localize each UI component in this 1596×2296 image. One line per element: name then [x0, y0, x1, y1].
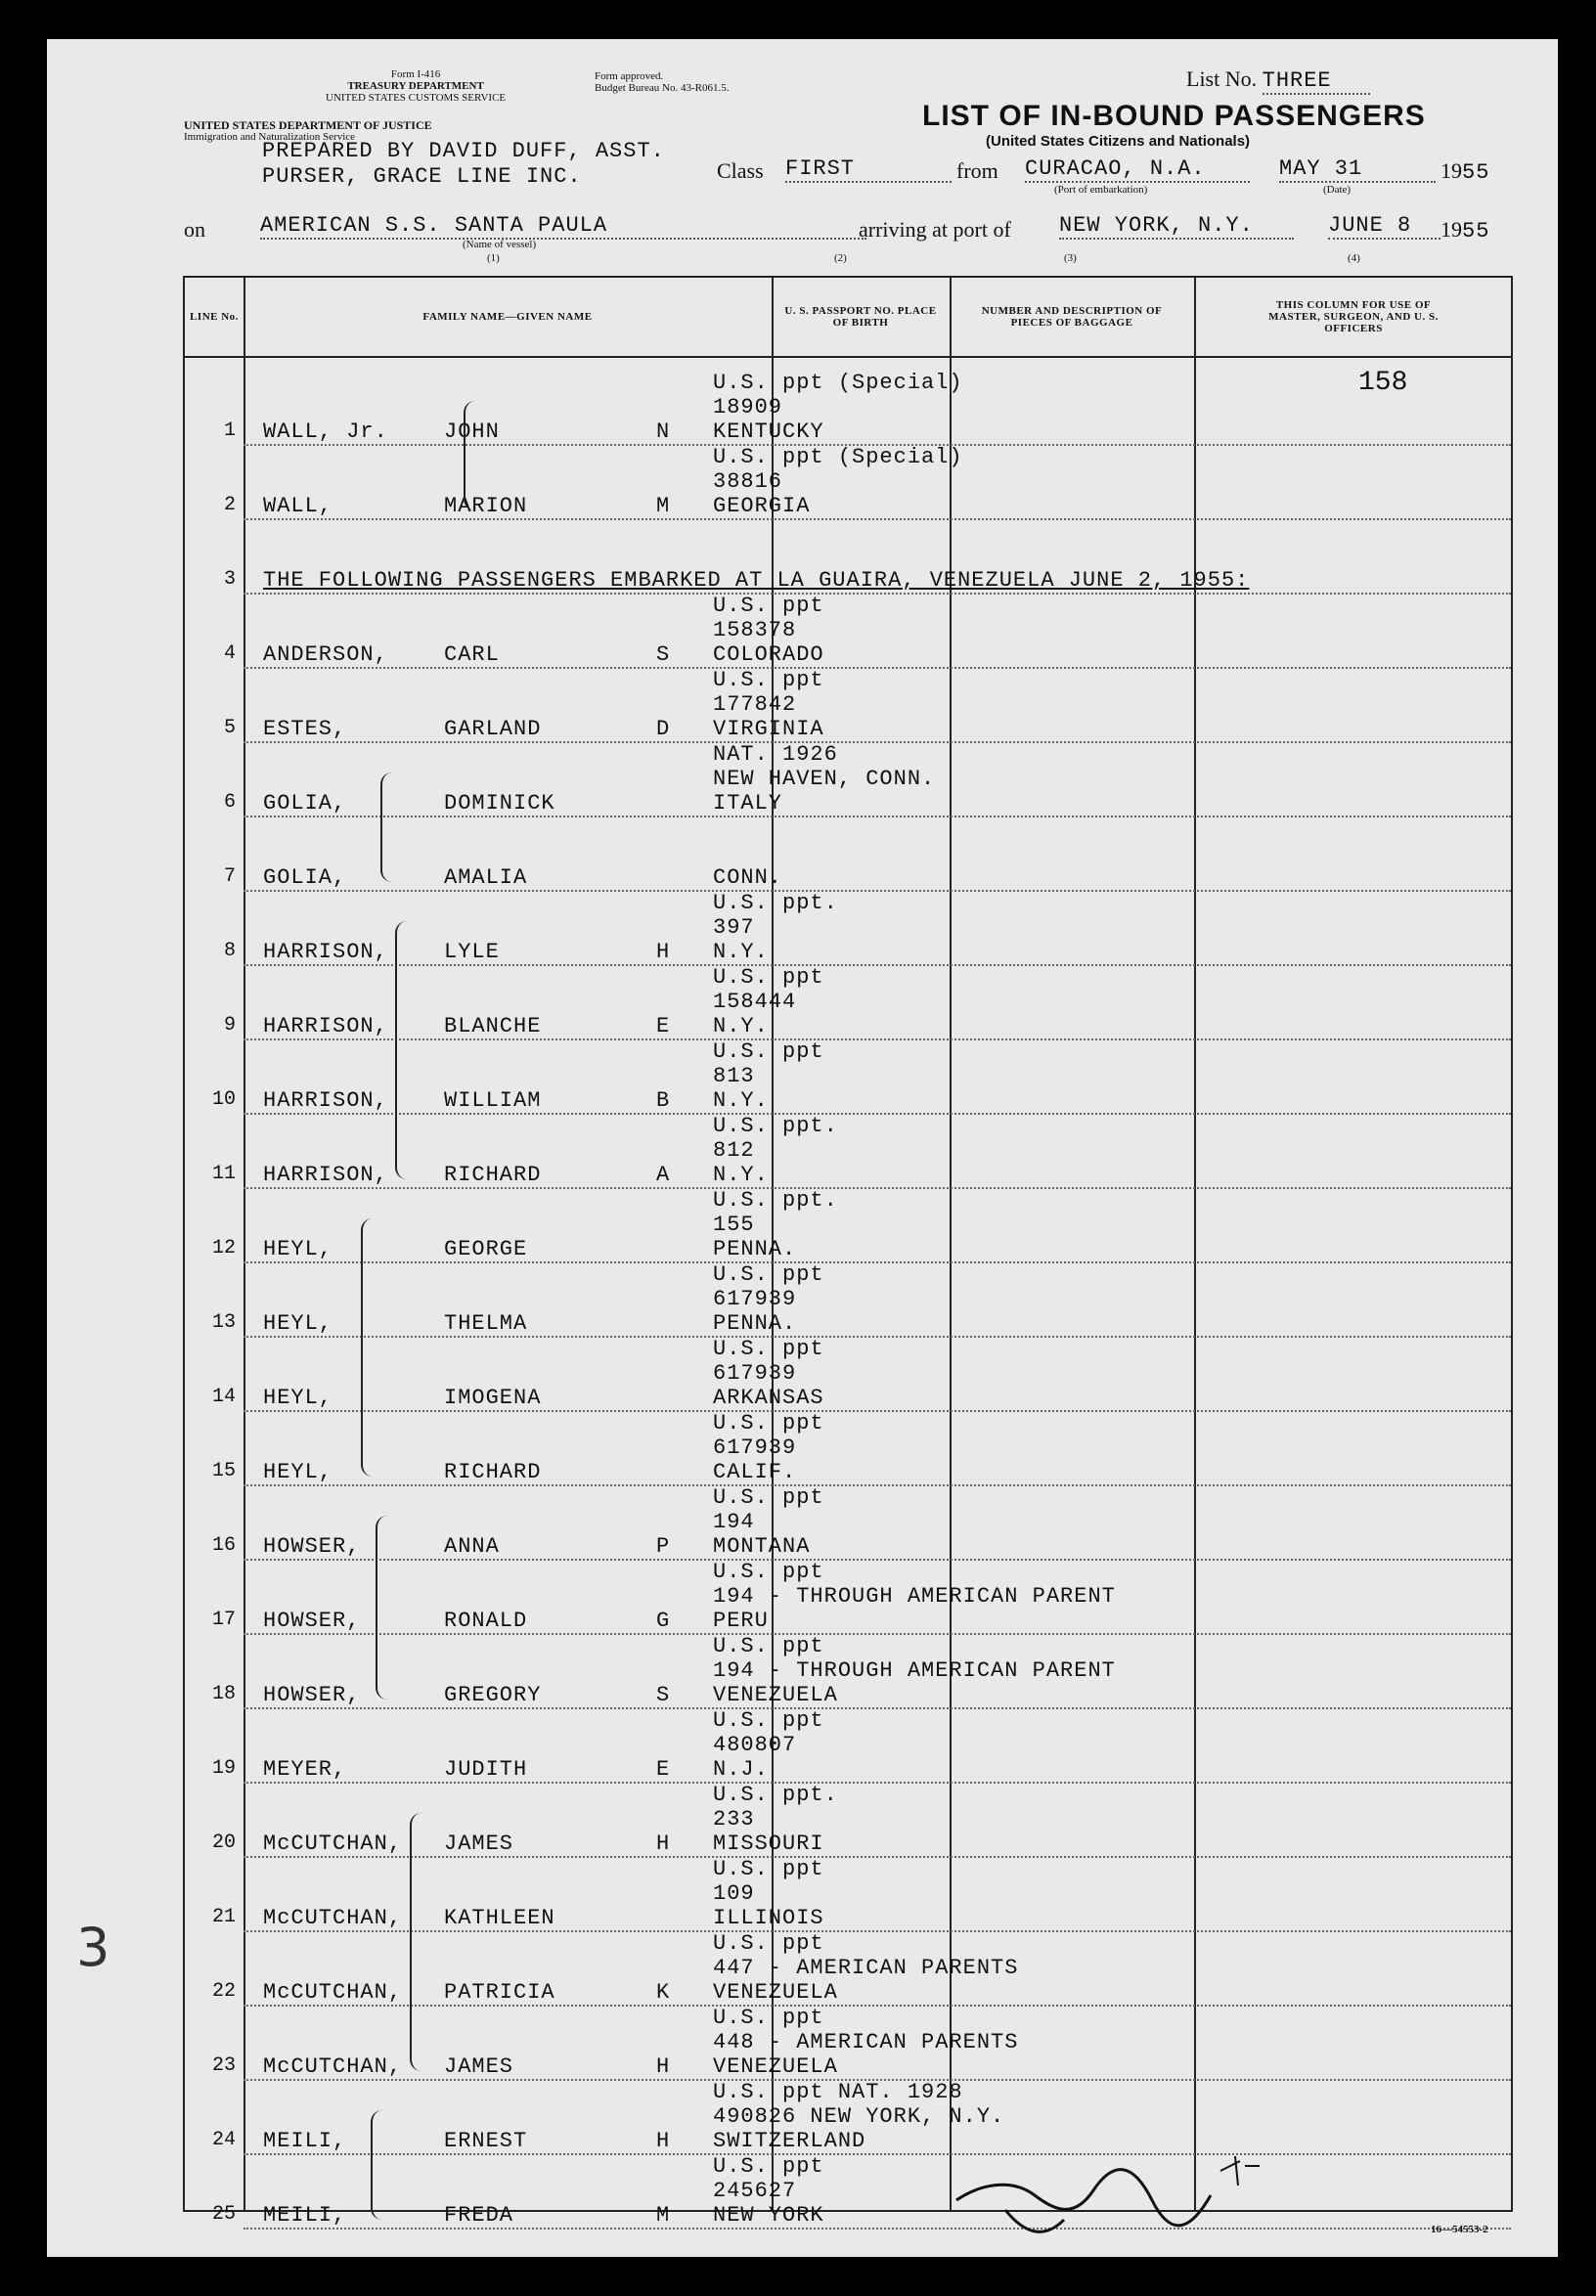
on-label: on — [184, 217, 205, 242]
middle-initial: B — [656, 1088, 671, 1113]
line-number: 25 — [211, 2203, 236, 2226]
family-name: HOWSER, — [263, 1534, 361, 1559]
header-passport: U. S. PASSPORT NO. PLACE OF BIRTH — [784, 305, 937, 329]
middle-initial: S — [656, 642, 671, 667]
passport-line: PENNA. — [713, 1237, 797, 1261]
middle-initial: H — [656, 940, 671, 964]
given-name: RONALD — [444, 1609, 528, 1633]
given-name: DOMINICK — [444, 791, 555, 816]
passport-line: U.S. ppt — [713, 1708, 824, 1733]
passport-line: 617939 — [713, 1435, 797, 1460]
passport-line: 155 — [713, 1213, 755, 1237]
passport-cell — [713, 1931, 1018, 2005]
passport-line: NEW HAVEN, CONN. — [713, 767, 936, 791]
line-number: 9 — [223, 1014, 236, 1037]
family-name: WALL, — [263, 494, 333, 518]
passport-line: KENTUCKY — [713, 419, 824, 444]
line-number: 20 — [211, 1832, 236, 1854]
margin-handwritten-number: 3 — [76, 1917, 111, 1978]
passport-line: N.Y. — [713, 1088, 769, 1113]
family-name: GOLIA, — [263, 865, 347, 890]
form-approved: Form approved. — [595, 70, 664, 82]
family-name: MEILI, — [263, 2203, 347, 2228]
passport-line: U.S. ppt — [713, 1560, 824, 1584]
family-brace — [464, 401, 481, 510]
passport-line: NAT. 1926 — [713, 742, 838, 767]
passport-line: U.S. ppt — [713, 1931, 824, 1956]
given-name: MARION — [444, 494, 528, 518]
middle-initial: N — [656, 419, 671, 444]
column-number: (4) — [1348, 252, 1360, 264]
header-officers: THIS COLUMN FOR USE OF MASTER, SURGEON, AND U. S. OFFICERS — [1268, 299, 1439, 334]
line-number: 17 — [211, 1609, 236, 1631]
given-name: ANNA — [444, 1534, 500, 1559]
family-name: McCUTCHAN, — [263, 2054, 403, 2079]
middle-initial: A — [656, 1163, 671, 1187]
embark-date: MAY 31 — [1279, 156, 1436, 183]
passport-line: MONTANA — [713, 1534, 811, 1559]
table-row — [185, 1709, 1511, 1784]
passport-cell — [713, 1114, 838, 1187]
passport-cell — [713, 445, 963, 518]
treasury-dept: TREASURY DEPARTMENT — [347, 80, 484, 92]
passport-cell — [713, 865, 782, 890]
year-suffix: 55 — [1462, 219, 1490, 243]
given-name: JAMES — [444, 1832, 514, 1856]
table-row — [185, 1115, 1511, 1189]
family-brace — [371, 2110, 388, 2220]
list-no-label: List No. — [1186, 66, 1258, 91]
table-row — [185, 595, 1511, 669]
family-name: HARRISON, — [263, 1163, 388, 1187]
table-row — [185, 1858, 1511, 1932]
passport-line: U.S. ppt — [713, 965, 824, 990]
family-name: McCUTCHAN, — [263, 1832, 403, 1856]
passport-line: 109 — [713, 1881, 755, 1906]
given-name: RICHARD — [444, 1163, 542, 1187]
arrival-port: NEW YORK, N.Y. — [1059, 213, 1294, 240]
table-row — [185, 1040, 1511, 1115]
line-number: 24 — [211, 2129, 236, 2151]
passport-cell — [713, 1262, 824, 1336]
family-name: GOLIA, — [263, 791, 347, 816]
customs-service: UNITED STATES CUSTOMS SERVICE — [326, 92, 507, 104]
official-number: 158 — [1358, 368, 1408, 398]
table-row — [185, 892, 1511, 966]
passport-line: 813 — [713, 1064, 755, 1088]
line-number: 11 — [211, 1163, 236, 1185]
family-name: HARRISON, — [263, 1088, 388, 1113]
header-name: FAMILY NAME—GIVEN NAME — [422, 311, 593, 323]
table-row — [185, 520, 1511, 595]
passport-cell — [713, 1188, 838, 1261]
passport-line: U.S. ppt — [713, 1634, 824, 1658]
line-number: 23 — [211, 2054, 236, 2077]
passport-line: U.S. ppt — [713, 594, 824, 618]
family-name: McCUTCHAN, — [263, 1980, 403, 2005]
table-row — [185, 966, 1511, 1040]
given-name: THELMA — [444, 1311, 528, 1336]
family-brace — [395, 921, 413, 1179]
given-name: RICHARD — [444, 1460, 542, 1484]
passport-cell — [713, 1411, 824, 1484]
header-baggage: NUMBER AND DESCRIPTION OF PIECES OF BAGGAGE — [981, 305, 1163, 329]
passport-line: 617939 — [713, 1287, 797, 1311]
middle-initial: E — [656, 1757, 671, 1782]
line-number: 6 — [223, 791, 236, 814]
passport-line: U.S. ppt — [713, 2006, 824, 2030]
list-no-value: THREE — [1263, 68, 1370, 95]
line-number: 10 — [211, 1088, 236, 1111]
passport-line: 480807 — [713, 1733, 797, 1757]
given-name: AMALIA — [444, 865, 528, 890]
footer-code: 16—54553-2 — [1431, 2224, 1488, 2235]
table-row — [185, 1263, 1511, 1338]
given-name: JAMES — [444, 2054, 514, 2079]
middle-initial: G — [656, 1609, 671, 1633]
passport-line: ILLINOIS — [713, 1906, 824, 1930]
column-number: (2) — [834, 252, 847, 264]
passport-line: 18909 — [713, 395, 783, 419]
middle-initial: S — [656, 1683, 671, 1707]
passport-cell — [713, 965, 824, 1038]
line-number: 12 — [211, 1237, 236, 1259]
passport-line: 177842 — [713, 692, 797, 717]
line-number: 1 — [223, 419, 236, 442]
passenger-table — [183, 276, 1513, 2228]
passport-line: U.S. ppt — [713, 1857, 824, 1881]
passport-line: 448 - AMERICAN PARENTS — [713, 2030, 1019, 2054]
arrival-date: JUNE 8 — [1328, 213, 1441, 240]
from-port: CURACAO, N.A. — [1025, 156, 1250, 183]
middle-initial: D — [656, 717, 671, 741]
line-number: 21 — [211, 1906, 236, 1928]
passport-line: PERU — [713, 1609, 769, 1633]
family-name: HEYL, — [263, 1386, 333, 1410]
family-name: ANDERSON, — [263, 642, 388, 667]
table-row — [185, 1338, 1511, 1412]
line-number: 15 — [211, 1460, 236, 1482]
line-number: 14 — [211, 1386, 236, 1408]
header-line-no: LINE No. — [190, 311, 239, 323]
year-prefix: 19 — [1441, 217, 1462, 242]
passport-line: ITALY — [713, 791, 783, 816]
year-prefix: 19 — [1441, 158, 1462, 183]
passport-line: CALIF. — [713, 1460, 797, 1484]
line-number: 4 — [223, 642, 236, 665]
given-name: GEORGE — [444, 1237, 528, 1261]
class-label: Class — [717, 158, 764, 183]
column-number: (1) — [487, 252, 500, 264]
table-row — [185, 372, 1511, 446]
passport-line: U.S. ppt — [713, 1337, 824, 1361]
year-suffix: 55 — [1462, 160, 1490, 185]
passport-cell — [713, 1485, 824, 1559]
passport-line: 158378 — [713, 618, 797, 642]
passport-cell — [713, 668, 824, 741]
passport-cell — [713, 891, 838, 964]
page-subtitle: (United States Citizens and Nationals) — [986, 133, 1251, 150]
passport-line: 617939 — [713, 1361, 797, 1386]
family-name: WALL, Jr. — [263, 419, 388, 444]
ins-service: Immigration and Naturalization Service — [184, 131, 356, 143]
line-number: 22 — [211, 1980, 236, 2003]
passport-line: 245627 — [713, 2179, 797, 2203]
passport-cell — [713, 1039, 824, 1113]
passport-line: U.S. ppt (Special) — [713, 371, 963, 395]
embark-year — [1441, 158, 1489, 185]
line-number: 18 — [211, 1683, 236, 1705]
given-name: KATHLEEN — [444, 1906, 555, 1930]
line-number: 19 — [211, 1757, 236, 1780]
family-name: ESTES, — [263, 717, 347, 741]
passport-line: U.S. ppt. — [713, 891, 838, 915]
family-brace — [376, 1516, 393, 1700]
row-dotted-rule — [244, 2228, 1511, 2230]
form-header-treasury — [326, 68, 506, 104]
table-row — [185, 1189, 1511, 1263]
middle-initial: P — [656, 1534, 671, 1559]
table-row — [185, 1412, 1511, 1486]
arrival-year — [1441, 217, 1489, 243]
family-name: HEYL, — [263, 1237, 333, 1261]
line-number: 3 — [223, 568, 236, 591]
line-number: 8 — [223, 940, 236, 962]
passport-line: MISSOURI — [713, 1832, 824, 1856]
middle-initial: M — [656, 2203, 671, 2228]
middle-initial: H — [656, 1832, 671, 1856]
passport-cell — [713, 2006, 1018, 2079]
passport-line: COLORADO — [713, 642, 824, 667]
passport-line: U.S. ppt — [713, 1485, 824, 1510]
arriving-label: arriving at port of — [859, 217, 1011, 242]
given-name: LYLE — [444, 940, 500, 964]
line-number: 5 — [223, 717, 236, 739]
passport-cell — [713, 1857, 824, 1930]
passport-line: 194 — [713, 1510, 755, 1534]
line-number: 7 — [223, 865, 236, 888]
passport-line: U.S. ppt. — [713, 1188, 838, 1213]
given-name: ERNEST — [444, 2129, 528, 2153]
family-name: HEYL, — [263, 1311, 333, 1336]
column-number: (3) — [1064, 252, 1077, 264]
given-name: JUDITH — [444, 1757, 528, 1782]
passport-line: U.S. ppt — [713, 1039, 824, 1064]
manifest-sheet — [47, 39, 1558, 2257]
passport-cell — [713, 1337, 824, 1410]
given-name: IMOGENA — [444, 1386, 542, 1410]
vessel-name: AMERICAN S.S. SANTA PAULA — [260, 213, 866, 240]
passport-line: 397 — [713, 915, 755, 940]
passport-cell — [713, 1560, 1116, 1633]
passport-line: 38816 — [713, 469, 783, 494]
family-brace — [380, 773, 398, 882]
passport-cell — [713, 1634, 1116, 1707]
family-name: MEYER, — [263, 1757, 347, 1782]
from-label: from — [956, 158, 998, 183]
passport-cell — [713, 594, 824, 667]
table-row — [185, 446, 1511, 520]
passport-line: 812 — [713, 1138, 755, 1163]
signature-scribble — [947, 2141, 1269, 2249]
prepared-by-line2: PURSER, GRACE LINE INC. — [262, 164, 582, 189]
table-row — [185, 2007, 1511, 2081]
passport-cell — [713, 1783, 838, 1856]
line-number: 2 — [223, 494, 236, 516]
family-brace — [410, 1813, 427, 2071]
passport-line: 158444 — [713, 990, 797, 1014]
passport-line: U.S. ppt. — [713, 1114, 838, 1138]
embark-note: THE FOLLOWING PASSENGERS EMBARKED AT LA GUAIRA, VENEZUELA JUNE 2, 1955: — [263, 568, 1250, 593]
family-name: HOWSER, — [263, 1609, 361, 1633]
table-row — [185, 1932, 1511, 2007]
family-name: MEILI, — [263, 2129, 347, 2153]
passport-line: 233 — [713, 1807, 755, 1832]
given-name: CARL — [444, 642, 500, 667]
passport-line: 490826 NEW YORK, N.Y. — [713, 2104, 1005, 2129]
budget-bureau: Budget Bureau No. 43-R061.5. — [595, 82, 730, 94]
passport-line: VENEZUELA — [713, 2054, 838, 2079]
given-name: WILLIAM — [444, 1088, 542, 1113]
passport-line: U.S. ppt — [713, 1262, 824, 1287]
line-number: 16 — [211, 1534, 236, 1557]
class-value: FIRST — [785, 156, 952, 183]
passport-line: N.Y. — [713, 1163, 769, 1187]
given-name: GREGORY — [444, 1683, 542, 1707]
family-name: McCUTCHAN, — [263, 1906, 403, 1930]
given-name: GARLAND — [444, 717, 542, 741]
given-name: PATRICIA — [444, 1980, 555, 2005]
middle-initial: H — [656, 2129, 671, 2153]
passport-cell — [713, 371, 963, 444]
passport-line: U.S. ppt NAT. 1928 — [713, 2080, 963, 2104]
given-name: JOHN — [444, 419, 500, 444]
form-approved-block — [595, 70, 729, 94]
passport-line: CONN. — [713, 865, 783, 890]
passport-line: U.S. ppt (Special) — [713, 445, 963, 469]
page-title: LIST OF IN-BOUND PASSENGERS — [922, 100, 1426, 132]
passport-line: 194 - THROUGH AMERICAN PARENT — [713, 1658, 1116, 1683]
passport-line: GEORGIA — [713, 494, 811, 518]
family-name: HEYL, — [263, 1460, 333, 1484]
list-number — [1186, 66, 1370, 95]
passport-line: N.Y. — [713, 1014, 769, 1038]
passport-line: U.S. ppt — [713, 1411, 824, 1435]
passport-line: N.Y. — [713, 940, 769, 964]
port-embark-caption: (Port of embarkation) — [1054, 184, 1148, 196]
form-number: Form I-416 — [390, 68, 441, 80]
passport-cell — [713, 742, 935, 816]
header-rule — [185, 356, 1511, 358]
passport-line: VENEZUELA — [713, 1683, 838, 1707]
justice-dept: UNITED STATES DEPARTMENT OF JUSTICE — [184, 118, 432, 132]
passport-line: 447 - AMERICAN PARENTS — [713, 1956, 1019, 1980]
family-name: HARRISON, — [263, 1014, 388, 1038]
table-row — [185, 669, 1511, 743]
middle-initial: K — [656, 1980, 671, 2005]
passport-line: U.S. ppt. — [713, 1783, 838, 1807]
passport-line: ARKANSAS — [713, 1386, 824, 1410]
family-name: HOWSER, — [263, 1683, 361, 1707]
prepared-by-line1: PREPARED BY DAVID DUFF, ASST. — [262, 139, 665, 163]
passport-line: SWITZERLAND — [713, 2129, 866, 2153]
middle-initial: M — [656, 494, 671, 518]
middle-initial: E — [656, 1014, 671, 1038]
table-row — [185, 1784, 1511, 1858]
given-name: BLANCHE — [444, 1014, 542, 1038]
line-number: 13 — [211, 1311, 236, 1334]
passport-line: NEW YORK — [713, 2203, 824, 2228]
passport-line: VENEZUELA — [713, 1980, 838, 2005]
passport-cell — [713, 1708, 824, 1782]
vessel-caption: (Name of vessel) — [463, 239, 537, 250]
date-caption: (Date) — [1323, 184, 1352, 196]
passport-line: U.S. ppt — [713, 668, 824, 692]
middle-initial: H — [656, 2054, 671, 2079]
passport-line: PENNA. — [713, 1311, 797, 1336]
passport-line: U.S. ppt — [713, 2154, 824, 2179]
family-brace — [361, 1218, 378, 1477]
passport-line: N.J. — [713, 1757, 769, 1782]
passport-line: 194 - THROUGH AMERICAN PARENT — [713, 1584, 1116, 1609]
passport-line: VIRGINIA — [713, 717, 824, 741]
given-name: FREDA — [444, 2203, 514, 2228]
family-name: HARRISON, — [263, 940, 388, 964]
passport-cell — [713, 2154, 824, 2228]
